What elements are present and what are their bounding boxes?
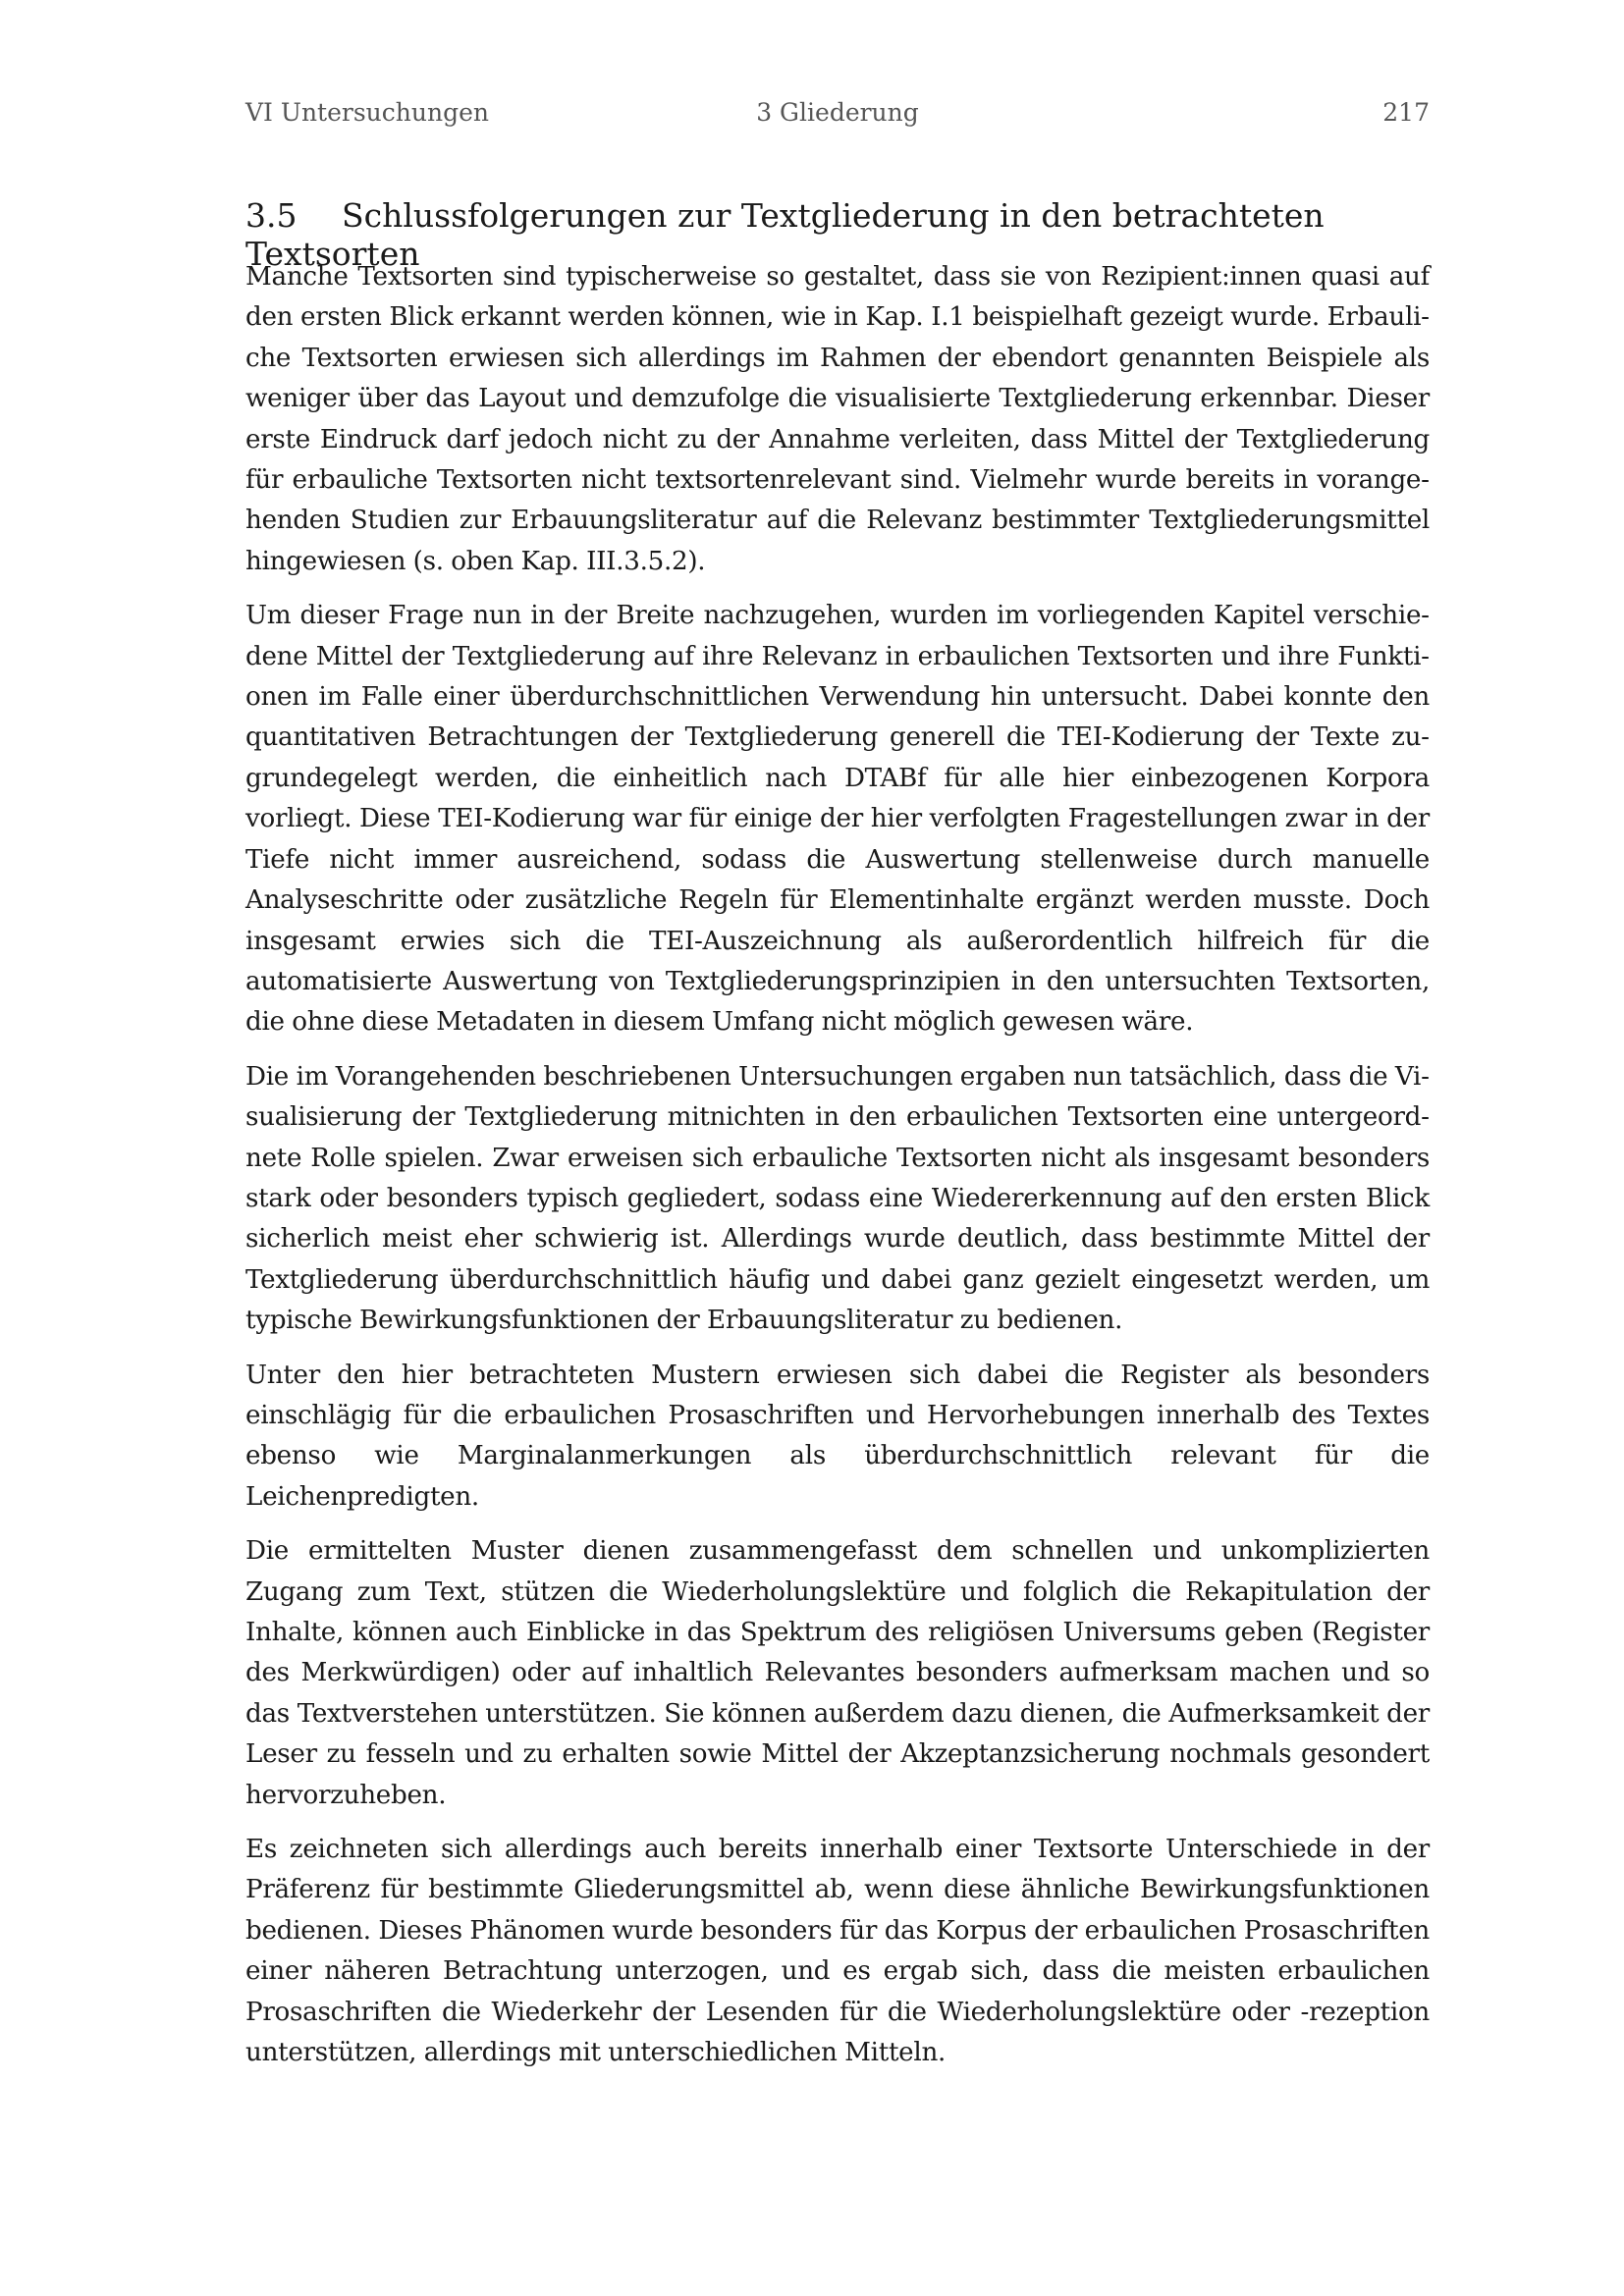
running-head xyxy=(245,98,1430,137)
section-number: 3.5 xyxy=(245,196,298,235)
paragraph: Um dieser Frage nun in der Breite nachzugehen, wurden im vorliegenden Kapitel verschiedene Mittel der Textgliederung auf ihre Relevanz in erbaulichen Textsorten und ihre Funktionen im Falle einer überdurchschnittlichen Verwendung hin untersucht. Dabei konnte den quantitativen Betrachtungen der Textgliederung generell die TEI-Kodierung der Texte zugrundegelegt werden, die einheitlich nach DTABf für alle hier einbezogenen Korpora vorliegt. Diese TEI-Kodierung war für einige der hier verfolgten Fragestellungen zwar in der Tiefe nicht immer ausreichend, sodass die Auswertung stellenweise durch manuelle Analyseschritte oder zusätzliche Regeln für Elementinhalte ergänzt werden musste. Doch insgesamt erwies sich die TEI-Auszeichnung als außerordentlich hilfreich für die automatisierte Auswertung von Textgliederungsprinzipien in den untersuchten Textsorten, die ohne diese Metadaten in diesem Umfang nicht möglich gewesen wäre. xyxy=(245,601,1430,1038)
paragraph: Die im Vorangehenden beschriebenen Untersuchungen ergaben nun tatsächlich, dass die Visualisierung der Textgliederung mitnichten in den erbaulichen Textsorten eine untergeordnete Rolle spielen. Zwar erweisen sich erbauliche Textsorten nicht als insgesamt besonders stark oder besonders typisch gegliedert, sodass eine Wiedererkennung auf den ersten Blick sicherlich meist eher schwierig ist. Allerdings wurde deutlich, dass bestimmte Mittel der Textgliederung überdurchschnittlich häufig und dabei ganz gezielt eingesetzt werden, um typische Bewirkungsfunktionen der Erbauungsliteratur zu bedienen. xyxy=(245,1061,1430,1336)
running-head-part: VI Untersuchungen xyxy=(245,98,489,127)
paragraph: Unter den hier betrachteten Mustern erwiesen sich dabei die Register als besonders einschlägig für die erbaulichen Prosaschriften und Hervorhebungen innerhalb des Textes ebenso wie Marginalanmerkungen als überdurchschnittlich relevant für die Leichenpredigten. xyxy=(245,1360,1430,1512)
page-number: 217 xyxy=(1382,98,1430,127)
paragraph: Manche Textsorten sind typischerweise so gestaltet, dass sie von Rezipient:innen quasi auf den ersten Blick erkannt werden können, wie in Kap. I.1 beispielhaft gezeigt wurde. Erbauliche Textsorten erwiesen sich allerdings im Rahmen der ebendort genannten Beispiele als weniger über das Layout und demzufolge die visualisierte Textgliederung erkennbar. Dieser erste Eindruck darf jedoch nicht zu der Annahme verleiten, dass Mittel der Textgliederung für erbauliche Textsorten nicht textsortenrelevant sind. Vielmehr wurde bereits in vorangehenden Studien zur Erbauungsliteratur auf die Relevanz bestimmter Textgliederungsmittel hingewiesen (s. oben Kap. III.3.5.2). xyxy=(245,262,1430,576)
paragraph: Es zeichneten sich allerdings auch bereits innerhalb einer Textsorte Unterschiede in der Präferenz für bestimmte Gliederungsmittel ab, wenn diese ähnliche Bewirkungsfunktionen bedienen. Dieses Phänomen wurde besonders für das Korpus der erbaulichen Prosaschriften einer näheren Betrachtung unterzogen, und es ergab sich, dass die meisten erbaulichen Prosaschriften die Wiederkehr der Lesenden für die Wiederholungslektüre oder -rezeption unterstützen, allerdings mit unterschiedlichen Mitteln. xyxy=(245,1835,1430,2068)
section-title: Schlussfolgerungen zur Textgliederung in den betrachteten Textsorten xyxy=(245,196,1325,273)
running-head-chapter: 3 Gliederung xyxy=(756,98,919,127)
paragraph: Die ermittelten Muster dienen zusammengefasst dem schnellen und unkomplizierten Zugang zum Text, stützen die Wiederholungslektüre und folglich die Rekapitulation der Inhalte, können auch Einblicke in das Spektrum des religiösen Universums geben (Register des Merkwürdigen) oder auf inhaltlich Relevantes besonders aufmerksam machen und so das Textverstehen unterstützen. Sie können außerdem dazu dienen, die Aufmerksamkeit der Leser zu fesseln und zu erhalten sowie Mittel der Akzeptanzsicherung nochmals gesondert hervorzuheben. xyxy=(245,1536,1430,1810)
body-text xyxy=(245,257,1430,2087)
